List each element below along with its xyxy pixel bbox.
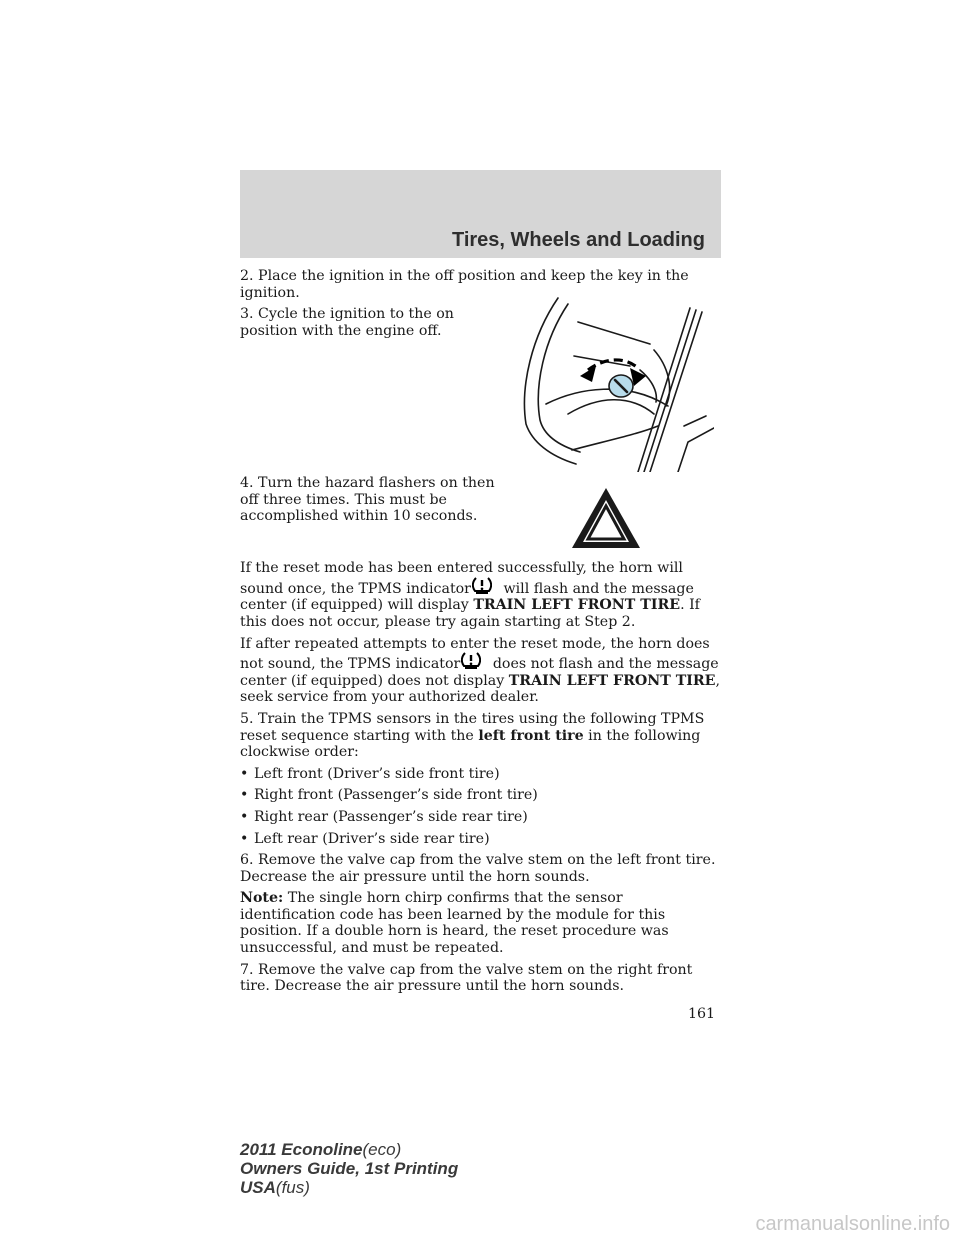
list-item: • Right front (Passenger’s side front tire) <box>240 787 538 804</box>
note-paragraph: Note: The single horn chirp confirms that the sensor identification code has been learned by the module for this position. If a double horn is heard, the reset procedure was unsuccessful, and must be repeated. <box>240 890 669 957</box>
tpms-warning-icon <box>471 577 499 595</box>
watermark: carmanualsonline.info <box>755 1213 950 1235</box>
step-7: 7. Remove the valve cap from the valve stem on the right front tire. Decrease the air pressure until the horn sounds. <box>240 961 693 995</box>
ignition-key-figure <box>518 296 714 472</box>
section-title: Tires, Wheels and Loading <box>451 229 705 251</box>
step-5: 5. Train the TPMS sensors in the tires using the following TPMS reset sequence starting with the left front tire in the following clockwise order: <box>240 710 705 761</box>
list-item: • Left rear (Driver’s side rear tire) <box>240 830 490 847</box>
footer-print-info: 2011 Econoline(eco) Owners Guide, 1st Printing USA(fus) <box>240 1140 459 1197</box>
reset-success-paragraph: If the reset mode has been entered successfully, the horn will sound once, the TPMS indicator will flash and the message center (if equipped) will display TRAIN LEFT FRONT TIRE. If this does not occur, please try again starting at Step 2. <box>240 560 700 630</box>
page-number: 161 <box>688 1006 716 1022</box>
tpms-warning-icon <box>460 652 488 670</box>
reset-fail-paragraph: If after repeated attempts to enter the reset mode, the horn does not sound, the TPMS indicator does not flash and the message center (if equipped) does not display TRAIN LEFT FRONT TIRE, seek service from your authorized dealer. <box>240 635 721 706</box>
section-header-band <box>240 170 721 258</box>
page-content <box>240 268 722 1000</box>
step-3: 3. Cycle the ignition to the on position with the engine off. <box>240 306 454 339</box>
step-2: 2. Place the ignition in the off position and keep the key in the ignition. <box>240 268 689 301</box>
hazard-triangle-icon <box>570 486 642 550</box>
tire-order-list <box>240 766 722 847</box>
list-item: • Left front (Driver’s side front tire) <box>240 765 500 782</box>
step-4: 4. Turn the hazard flashers on then off three times. This must be accomplished within 10 seconds. <box>240 475 495 525</box>
note-label: Note: <box>240 890 284 907</box>
step-6: 6. Remove the valve cap from the valve stem on the left front tire. Decrease the air pressure until the horn sounds. <box>240 852 716 885</box>
list-item: • Right rear (Passenger’s side rear tire) <box>240 808 528 825</box>
